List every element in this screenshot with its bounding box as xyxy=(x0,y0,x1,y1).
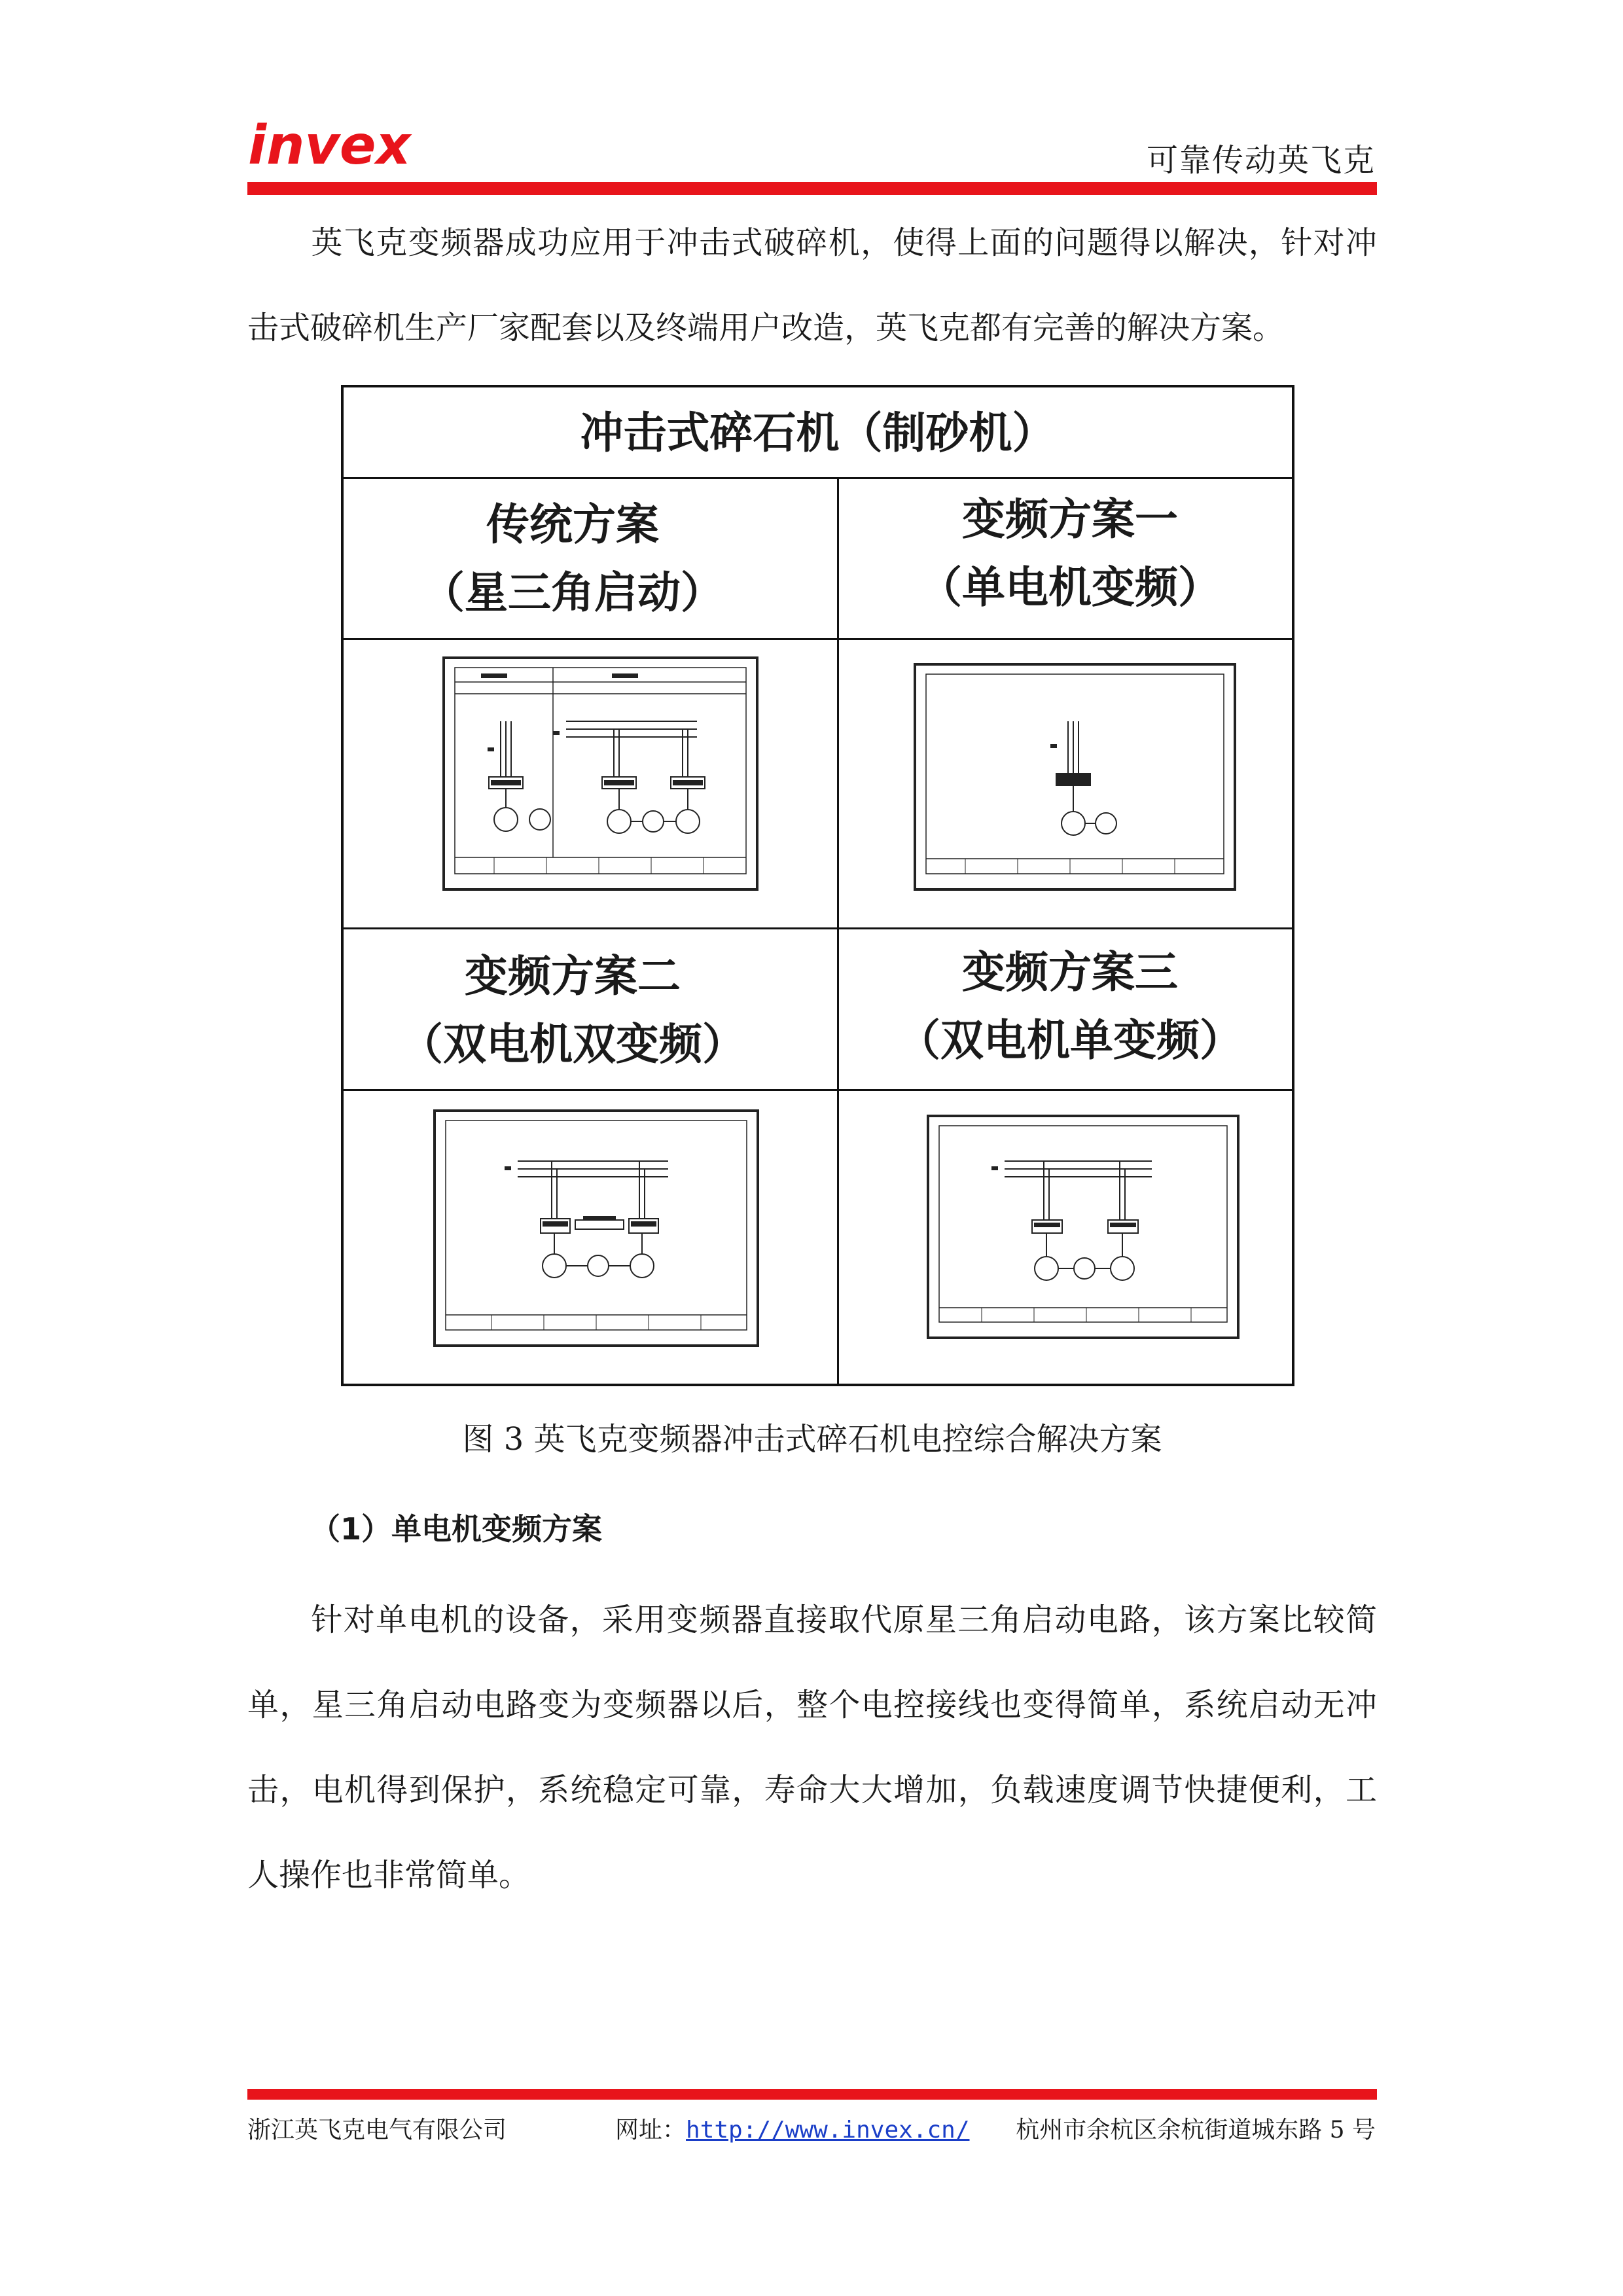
intro-text: 英飞克变频器成功应用于冲击式破碎机，使得上面的问题得以解决，针对冲击式破碎机生产厂家配套以及终端用户改造，英飞克都有完善的解决方案。 xyxy=(247,224,1377,346)
dual-motor-single-vfd-diagram xyxy=(926,1114,1240,1340)
solution-figure-table xyxy=(341,385,1294,1386)
section-text: 针对单电机的设备，采用变频器直接取代原星三角启动电路，该方案比较简单，星三角启动电路变为变频器以后，整个电控接线也变得简单，系统启动无冲击，电机得到保护，系统稳定可靠，寿命大大增加，负载速度调节快捷便利，工人操作也非常简单。 xyxy=(247,1602,1377,1893)
scheme-vfd1-heading xyxy=(867,486,1273,622)
scheme-vfd3-heading xyxy=(867,939,1273,1075)
table-divider xyxy=(344,638,1292,640)
scheme-name: 变频方案二 xyxy=(465,951,681,1001)
star-delta-circuit-diagram xyxy=(442,656,759,891)
footer-rule xyxy=(247,2089,1377,2100)
invex-logo xyxy=(245,111,411,177)
figure-caption: 图 3 英飞克变频器冲击式碎石机电控综合解决方案 xyxy=(462,1421,1162,1458)
table-divider xyxy=(344,1089,1292,1091)
scheme-subtitle: （星三角启动） xyxy=(421,567,724,618)
logo-text: invex xyxy=(248,115,411,177)
scheme-subtitle: （单电机变频） xyxy=(919,562,1221,613)
table-divider xyxy=(344,477,1292,479)
section-heading: （1）单电机变频方案 xyxy=(310,1511,603,1547)
scheme-vfd2-heading xyxy=(370,942,776,1079)
scheme-name: 变频方案三 xyxy=(962,947,1178,997)
footer-address: 杭州市余杭区余杭街道城东路 5 号 xyxy=(1016,2117,1376,2144)
scheme-subtitle: （双电机单变频） xyxy=(897,1015,1243,1066)
single-motor-vfd-diagram xyxy=(913,662,1237,891)
header-rule xyxy=(247,182,1377,195)
website-label: 网址： xyxy=(615,2117,687,2144)
scheme-name: 变频方案一 xyxy=(962,494,1178,545)
table-divider xyxy=(344,927,1292,929)
figure-title: 冲击式碎石机（制砂机） xyxy=(580,408,1056,458)
dual-motor-dual-vfd-diagram xyxy=(433,1109,760,1348)
footer-company: 浙江英飞克电气有限公司 xyxy=(247,2117,507,2144)
intro-paragraph xyxy=(247,200,1377,370)
scheme-subtitle: （双电机双变频） xyxy=(400,1019,745,1069)
website-link[interactable]: http://www.invex.cn/ xyxy=(686,2117,970,2144)
table-divider xyxy=(837,477,839,1384)
footer-website xyxy=(615,2111,970,2145)
scheme-traditional-heading xyxy=(370,491,776,627)
header-tagline: 可靠传动英飞克 xyxy=(1146,142,1376,179)
scheme-name: 传统方案 xyxy=(486,499,659,550)
section-paragraph xyxy=(247,1577,1377,1918)
